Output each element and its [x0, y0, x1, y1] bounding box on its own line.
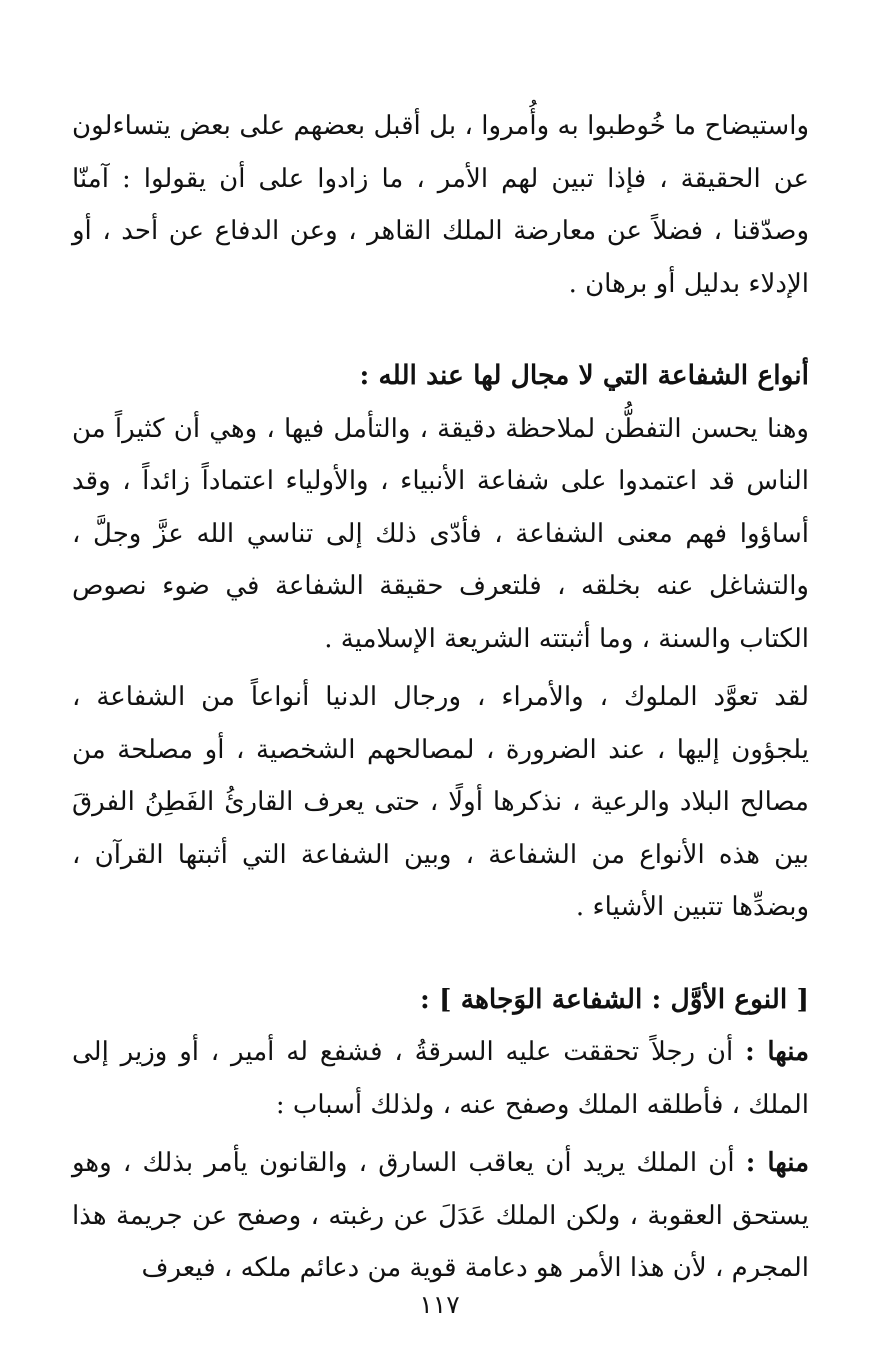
section-heading-first-type: [ النوع الأوَّل : الشفاعة الوَجاهة ] :	[419, 983, 809, 1015]
paragraph-section2-1	[72, 1026, 809, 1131]
page-number: ١١٧	[419, 1290, 460, 1319]
paragraph-text: أن الملك يريد أن يعاقب السارق ، والقانون يأمر بذلك ، وهو يستحق العقوبة ، ولكن الملك عَدَلَ عن رغبته ، وصفح عن جريمة هذا المجرم ، لأن هذا الأمر هو دعامة قوية من دعائم ملكه ، فيعرف	[72, 1148, 809, 1283]
paragraph-section2-2	[72, 1137, 809, 1295]
paragraph-lead: منها :	[745, 1148, 810, 1178]
section-heading-intercession-types: أنواع الشفاعة التي لا مجال لها عند الله :	[359, 360, 809, 391]
paragraph-text: أن رجلاً تحققت عليه السرقةُ ، فشفع له أمير ، أو وزير إلى الملك ، فأطلقه الملك وصفح عنه ، ولذلك أسباب :	[72, 1037, 809, 1120]
paragraph-section1-2: لقد تعوَّد الملوك ، والأمراء ، ورجال الدنيا أنواعاً من الشفاعة ، يلجؤون إليها ، عند الضرورة ، لمصالحهم الشخصية ، أو مصلحة من مصالح البلاد والرعية ، نذكرها أولًا ، حتى يعرف القارئُ الفَطِنُ الفرقَ بين هذه الأنواع من الشفاعة ، وبين الشفاعة التي أثبتها القرآن ، وبضدِّها تتبين الأشياء .	[72, 682, 809, 922]
paragraph-intro: واستيضاح ما خُوطبوا به وأُمروا ، بل أقبل بعضهم على بعض يتساءلون عن الحقيقة ، فإذا تبين لهم الأمر ، ما زادوا على أن يقولوا : آمنّا وصدّقنا ، فضلاً عن معارضة الملك القاهر ، وعن الدفاع عن أحد ، أو الإدلاء بدليل أو برهان .	[72, 111, 809, 299]
paragraph-lead: منها :	[745, 1037, 809, 1067]
paragraph-section1-1: وهنا يحسن التفطُّن لملاحظة دقيقة ، والتأمل فيها ، وهي أن كثيراً من الناس قد اعتمدوا على شفاعة الأنبياء ، والأولياء اعتماداً زائداً ، وقد أساؤوا فهم معنى الشفاعة ، فأدّى ذلك إلى تناسي الله عزَّ وجلَّ ، والتشاغل عنه بخلقه ، فلتعرف حقيقة الشفاعة في ضوء نصوص الكتاب والسنة ، وما أثبتته الشريعة الإسلامية .	[72, 413, 809, 654]
page-body	[72, 100, 809, 1295]
